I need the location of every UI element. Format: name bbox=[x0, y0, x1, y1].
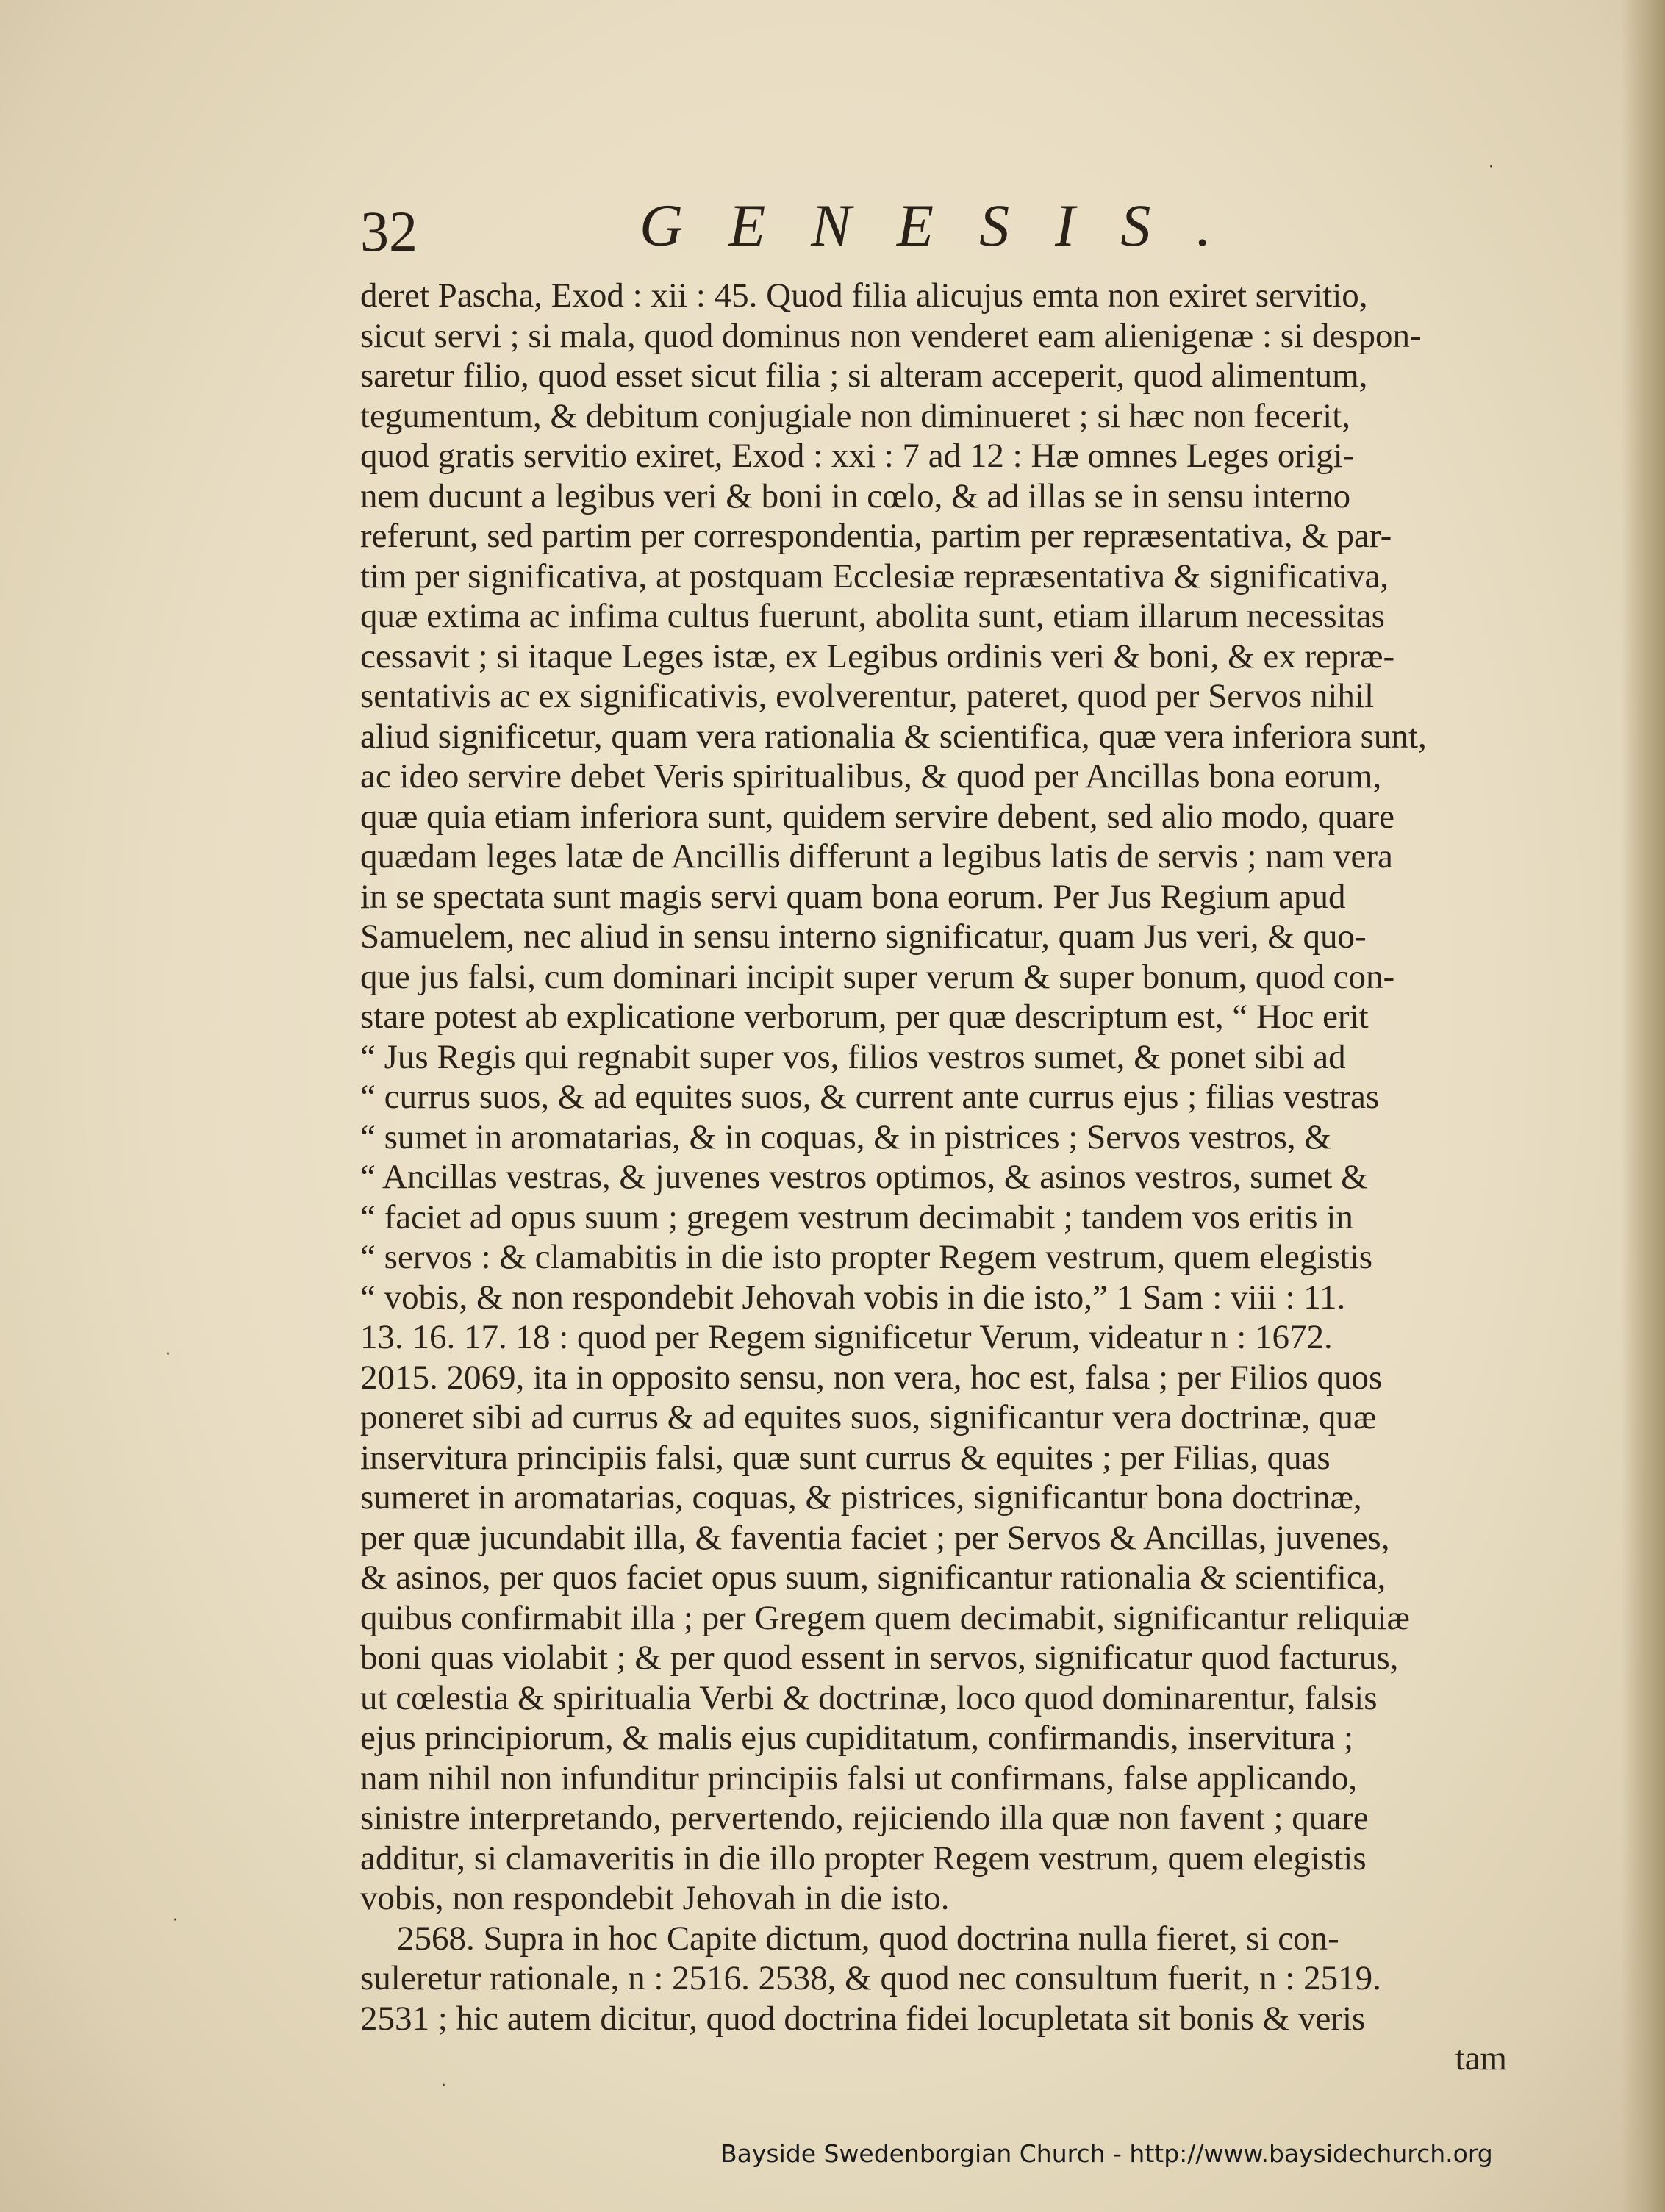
text-line: poneret sibi ad currus & ad equites suos, significantur vera doctrinæ, quæ bbox=[360, 1398, 1377, 1436]
text-line: sinistre interpretando, pervertendo, rejiciendo illa quæ non favent ; quare bbox=[360, 1799, 1369, 1837]
text-line: saretur filio, quod esset sicut filia ; si alteram acceperit, quod alimentum, bbox=[360, 357, 1368, 395]
text-line: boni quas violabit ; & per quod essent in servos, significatur quod facturus, bbox=[360, 1639, 1399, 1677]
text-line: quæ quia etiam inferiora sunt, quidem servire debent, sed alio modo, quare bbox=[360, 797, 1394, 836]
text-line: 13. 16. 17. 18 : quod per Regem significetur Verum, videatur n : 1672. bbox=[360, 1318, 1333, 1356]
text-line: ut cœlestia & spiritualia Verbi & doctrinæ, loco quod dominarentur, falsis bbox=[360, 1678, 1378, 1717]
text-line: quod gratis servitio exiret, Exod : xxi : 7 ad 12 : Hæ omnes Leges origi- bbox=[360, 437, 1355, 475]
text-line: nam nihil non infunditur principiis falsi ut confirmans, false applicando, bbox=[360, 1758, 1358, 1797]
text-line: Samuelem, nec aliud in sensu interno significatur, quam Jus veri, & quo- bbox=[360, 917, 1367, 956]
page-edge-shadow bbox=[1621, 0, 1665, 2212]
page-header bbox=[360, 184, 1536, 272]
text-line: suleretur rationale, n : 2516. 2538, & quod nec consultum fuerit, n : 2519. bbox=[360, 1959, 1381, 1997]
text-line: inservitura principiis falsi, quæ sunt currus & equites ; per Filias, quas bbox=[360, 1438, 1331, 1477]
paragraph-start-line: 2568. Supra in hoc Capite dictum, quod doctrina nulla fieret, si con- bbox=[397, 1919, 1339, 1958]
text-line: in se spectata sunt magis servi quam bona eorum. Per Jus Regium apud bbox=[360, 877, 1346, 916]
quote-line: “ currus suos, & ad equites suos, & current ante currus ejus ; filias vestras bbox=[360, 1078, 1380, 1116]
text-line: additur, si clamaveritis in die illo propter Regem vestrum, quem elegistis bbox=[360, 1839, 1367, 1878]
text-line: stare potest ab explicatione verborum, per quæ descriptum est, “ Hoc erit bbox=[360, 998, 1369, 1036]
text-line: quibus confirmabit illa ; per Gregem quem decimabit, significantur reliquiæ bbox=[360, 1598, 1410, 1637]
text-line: nem ducunt a legibus veri & boni in cœlo, & ad illas se in sensu interno bbox=[360, 476, 1351, 515]
text-line: deret Pascha, Exod : xii : 45. Quod filia alicujus emta non exiret servitio, bbox=[360, 276, 1368, 315]
text-line: & asinos, per quos faciet opus suum, significantur rationalia & scientifica, bbox=[360, 1558, 1386, 1597]
footer-credit: Bayside Swedenborgian Church - http://www.baysidechurch.org bbox=[720, 2139, 1493, 2168]
paper-speck: · bbox=[441, 2077, 446, 2095]
running-title: GENESIS. bbox=[640, 192, 1257, 259]
text-line: tim per significativa, at postquam Ecclesiæ repræsentativa & significativa, bbox=[360, 556, 1389, 595]
text-line: sumeret in aromatarias, coquas, & pistrices, significantur bona doctrinæ, bbox=[360, 1478, 1362, 1517]
text-line: cessavit ; si itaque Leges istæ, ex Legibus ordinis veri & boni, & ex repræ- bbox=[360, 637, 1395, 676]
paper-speck: · bbox=[1489, 158, 1494, 176]
paper-speck: · bbox=[173, 1911, 178, 1930]
quote-line: “ Jus Regis qui regnabit super vos, filios vestros sumet, & ponet sibi ad bbox=[360, 1037, 1346, 1076]
text-line: ac ideo servire debet Veris spiritualibus, & quod per Ancillas bona eorum, bbox=[360, 757, 1382, 795]
quote-line: “ faciet ad opus suum ; gregem vestrum decimabit ; tandem vos eritis in bbox=[360, 1198, 1353, 1236]
text-line: referunt, sed partim per correspondentia, partim per repræsentativa, & par- bbox=[360, 517, 1392, 555]
quote-line: “ servos : & clamabitis in die isto propter Regem vestrum, quem elegistis bbox=[360, 1238, 1373, 1276]
text-line: vobis, non respondebit Jehovah in die isto. bbox=[360, 1879, 950, 1917]
text-line: 2531 ; hic autem dicitur, quod doctrina fidei locupletata sit bonis & veris bbox=[360, 1999, 1366, 2038]
text-line: sicut servi ; si mala, quod dominus non venderet eam alienigenæ : si despon- bbox=[360, 316, 1422, 355]
text-line: quæ extima ac infima cultus fuerunt, abolita sunt, etiam illarum necessitas bbox=[360, 597, 1385, 635]
quote-line: “ sumet in aromatarias, & in coquas, & in pistrices ; Servos vestros, & bbox=[360, 1117, 1331, 1156]
paper-speck: · bbox=[165, 1345, 171, 1364]
body-text bbox=[360, 276, 1507, 2079]
quote-line: “ vobis, & non respondebit Jehovah vobis in die isto,” 1 Sam : viii : 11. bbox=[360, 1278, 1346, 1317]
text-line: tegumentum, & debitum conjugiale non diminueret ; si hæc non fecerit, bbox=[360, 396, 1351, 435]
text-line: 2015. 2069, ita in opposito sensu, non vera, hoc est, falsa ; per Filios quos bbox=[360, 1358, 1383, 1397]
text-line: quædam leges latæ de Ancillis differunt a legibus latis de servis ; nam vera bbox=[360, 837, 1393, 876]
text-line: aliud significetur, quam vera rationalia & scientifica, quæ vera inferiora sunt, bbox=[360, 717, 1427, 756]
text-line: que jus falsi, cum dominari incipit super verum & super bonum, quod con- bbox=[360, 957, 1395, 996]
catchword: tam bbox=[1455, 2039, 1507, 2077]
text-line: sentativis ac ex significativis, evolverentur, pateret, quod per Servos nihil bbox=[360, 677, 1375, 715]
text-line: ejus principiorum, & malis ejus cupiditatum, confirmandis, inservitura ; bbox=[360, 1719, 1353, 1757]
page-number: 32 bbox=[360, 199, 418, 263]
text-line: per quæ jucundabit illa, & faventia faciet ; per Servos & Ancillas, juvenes, bbox=[360, 1518, 1390, 1557]
quote-line: “ Ancillas vestras, & juvenes vestros optimos, & asinos vestros, sumet & bbox=[360, 1158, 1368, 1196]
